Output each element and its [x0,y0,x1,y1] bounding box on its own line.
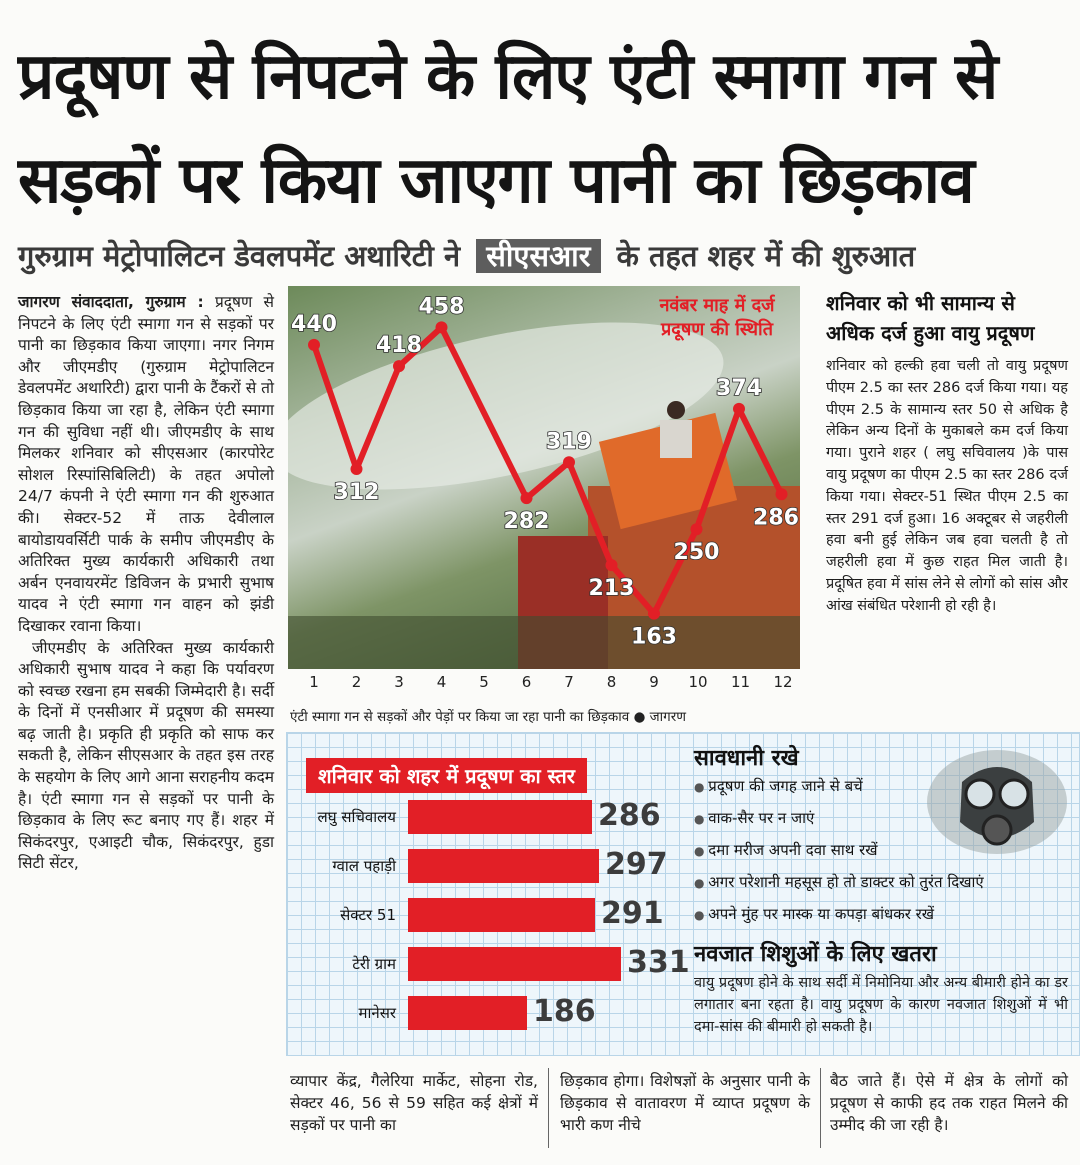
bar-chart-title: शनिवार को शहर में प्रदूषण का स्तर [306,758,587,793]
bar-value-label: 331 [627,945,690,980]
photo-caption [290,707,686,725]
left-column [18,292,274,875]
x-tick-label: 6 [521,673,532,691]
precaution-item: ● दमा मरीज अपनी दवा साथ रखें [694,840,984,872]
x-tick-label: 12 [773,673,793,691]
bar [408,898,595,932]
left-paragraph-2: जीएमडीए के अतिरिक्त मुख्य कार्यकारी अधिकारी सुभाष यादव ने कहा कि पर्यावरण को स्वच्छ रखना हम सबकी जिम्मेदारी है। सर्दी के दिनों में एनसीआर में प्रदूषण की समस्या बढ़ जाती है। प्रकृति ही प्रकृति को साफ कर सकती है, लेकिन सीएसआर के तहत इस तरह के सहयोग के लिए आगे आना सराहनीय कदम है। एंटी स्मागा गन से सड़कों पर पानी के छिड़काव के लिए रूट बनाए गए हैं। शहर में सिकंदरपुर, एआइटी चौक, सिकंदरपुर, हुडा सिटी सेंटर, [18,638,274,873]
column-divider [820,1068,821,1148]
line-data-label: 458 [418,294,465,320]
caption-credit: ● जागरण [633,709,687,725]
line-point [393,360,405,372]
bar-category-label: ग्वाल पहाड़ी [332,857,396,875]
line-data-label: 440 [291,311,337,337]
line-data-label: 282 [503,509,550,535]
x-tick-label: 10 [688,673,708,691]
line-data-label: 163 [631,624,677,650]
x-tick-label: 7 [564,673,574,691]
subheadline-box: सीएसआर [476,239,600,273]
subheadline [18,232,915,280]
bar-category-label: लघु सचिवालय [317,808,396,826]
precaution-item: ● प्रदूषण की जगह जाने से बचें [694,776,984,808]
subheadline-after: के तहत शहर में की शुरुआत [616,239,916,273]
line-chart [288,286,800,669]
newborn-body: वायु प्रदूषण होने के साथ सर्दी में निमोनिया और अन्य बीमारी होने का डर लगातार बना रहता है। वायु प्रदूषण के कारण नवजात शिशुओं में भी दमा-सांस की बीमारी हो सकती है। [694,975,1068,1035]
line-data-label: 374 [716,375,762,401]
right-heading: शनिवार को भी सामान्य से अधिक दर्ज हुआ वायु प्रदूषण [826,291,1035,345]
right-body: शनिवार को हल्की हवा चली तो वायु प्रदूषण पीएम 2.5 का स्तर 286 दर्ज किया गया। यह पीएम 2.5 के सामान्य स्तर 50 से अधिक है लेकिन अन्य दिनों के मुकाबले कम दर्ज किया गया। पुराने शहर ( लघु सचिवालय )के पास वायु प्रदूषण का पीएम 2.5 का स्तर 286 दर्ज किया गया। सेक्टर-51 स्थित पीएम 2.5 का स्तर 291 दर्ज हुआ। 16 अक्टूबर से जहरीली हवा बनी हुई लेकिन जब हवा चलती है तो जहरीली हवा में कुछ राहत मिल जाती है। प्रदूषित हवा में सांस लेने से लोगों को सांस और आंख संबंधित परेशानी हो रही है। [826,358,1068,614]
bottom-column-1: व्यापार केंद्र, गैलेरिया मार्केट, सोहना रोड, सेक्टर 46, 56 से 59 सहित कई क्षेत्रों में सड़कों पर पानी का [290,1072,538,1134]
line-point [308,339,320,351]
line-chart-x-axis [288,673,800,695]
bar [408,800,592,834]
gas-mask-icon [922,742,1072,862]
x-tick-label: 5 [479,673,489,691]
bar-value-label: 186 [533,994,596,1029]
precaution-item: ● अगर परेशानी महसूस हो तो डाक्टर को तुरंत दिखाएं [694,872,984,904]
line-series [314,327,782,613]
x-tick-label: 1 [309,673,319,691]
column-divider [812,286,813,716]
bar-category-label: टेरी ग्राम [352,955,396,973]
line-point [776,488,788,500]
precaution-item: ● अपने मुंह पर मास्क या कपड़ा बांधकर रखें [694,904,984,936]
line-point [436,321,448,333]
line-data-label: 312 [333,480,380,506]
byline: जागरण संवाददाता, गुरुग्राम : [18,293,204,311]
bar [408,849,599,883]
line-point [733,403,745,415]
bottom-column-2: छिड़काव होगा। विशेषज्ञों के अनुसार पानी के छिड़काव से वातावरण में व्याप्त प्रदूषण के भारी कण नीचे [560,1072,810,1134]
photo-water-spray [288,286,800,669]
bar-value-label: 291 [601,896,664,931]
column-divider [548,1068,549,1148]
x-tick-label: 11 [731,673,751,691]
line-data-label: 250 [673,540,720,566]
line-point [563,456,575,468]
precautions-heading: सावधानी रखे [694,746,799,771]
precaution-item: ● वाक-सैर पर न जाएं [694,808,984,840]
x-tick-label: 2 [351,673,362,691]
x-tick-label: 4 [436,673,447,691]
line-point [521,492,533,504]
bar-value-label: 286 [598,798,661,833]
subheadline-before: गुरुग्राम मेट्रोपालिटन डेवलपमेंट अथारिटी ने [18,239,461,273]
headline-line-1: प्रदूषण से निपटने के लिए एंटी स्मागा गन से [18,40,998,114]
line-data-label: 418 [376,333,422,359]
bar [408,947,621,981]
bar-category-label: मानेसर [358,1004,396,1022]
chart-label: नवंबर माह में दर्ज प्रदूषण की स्थिति [659,295,775,340]
line-point [648,608,660,620]
bar-value-label: 297 [605,847,668,882]
x-tick-label: 9 [649,673,659,691]
headline-line-2: सड़कों पर किया जाएगा पानी का छिड़काव [18,144,974,218]
left-paragraph-1: प्रदूषण से निपटने के लिए एंटी स्मागा गन से सड़कों पर पानी का छिड़काव किया जाएगा। नगर निगम और जीएमडीए (गुरुग्राम मेट्रोपालिटन डेवलपमेंट अथारिटी) द्वारा पानी के टैंकरों से तो छिड़काव किया जा रहा है, लेकिन एंटी स्मागा गन की सुविधा नहीं थी। जीएमडीए के साथ मिलकर शनिवार को सीएसआर (कारपोरेट सोशल रिस्पांसिबिलिटी) के तहत अपोलो 24/7 कंपनी ने एंटी स्मागा गन की शुरुआत की। सेक्टर-52 में ताऊ देवीलाल बायोडायवर्सिटी पार्क के समीप जीएमडीए के अतिरिक्त मुख्य कार्यकारी अधिकारी तथा अर्बन एनवायरमेंट डिविजन के प्रभारी सुभाष यादव ने एंटी स्मागा गन वाहन को झंडी दिखाकर रवाना किया। [18,293,274,635]
line-point [351,463,363,475]
x-tick-label: 3 [394,673,404,691]
bar [408,996,527,1030]
bottom-column-3: बैठ जाते हैं। ऐसे में क्षेत्र के लोगों को प्रदूषण से काफी हद तक राहत मिलने की उम्मीद की जा रही है। [830,1072,1068,1134]
line-data-label: 213 [588,576,635,602]
line-point [606,559,618,571]
line-data-label: 319 [546,429,592,455]
line-point [691,523,703,535]
bar-category-label: सेक्टर 51 [340,906,396,924]
bar-chart [300,790,690,1040]
x-tick-label: 8 [606,673,617,691]
caption-text: एंटी स्मागा गन से सड़कों और पेड़ों पर किया जा रहा पानी का छिड़काव [290,709,630,725]
newborn-heading: नवजात शिशुओं के लिए खतरा [694,942,937,967]
line-data-label: 286 [753,505,799,531]
